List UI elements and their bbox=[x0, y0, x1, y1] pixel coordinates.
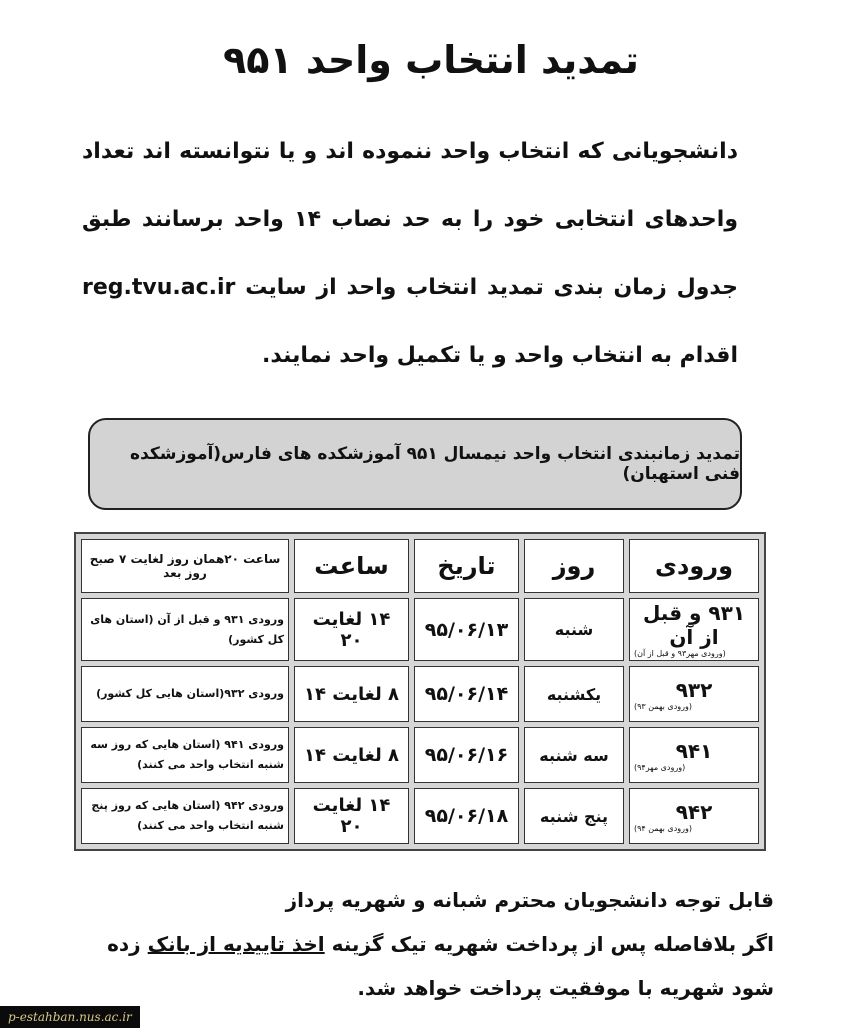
cell-description: ورودی ۹۴۲ (استان هایی که روز پنج شنبه انتخاب واحد می کنند) bbox=[81, 788, 289, 844]
cell-description: ورودی ۹۳۲(استان هایی کل کشور) bbox=[81, 666, 289, 722]
schedule-table bbox=[74, 532, 766, 851]
page-title: تمدید انتخاب واحد ۹۵۱ bbox=[223, 38, 639, 82]
cell-date: ۹۵/۰۶/۱۳ bbox=[414, 598, 519, 661]
notice-text-2: زده شود شهریه با موفقیت پرداخت خواهد شد. bbox=[107, 932, 774, 1000]
entry-note: (ورودی بهمن ۹۳) bbox=[634, 701, 692, 711]
header-day: روز bbox=[524, 539, 624, 593]
notice-heading: قابل توجه دانشجویان محترم شبانه و شهریه پرداز bbox=[285, 888, 774, 912]
payment-notice bbox=[58, 878, 774, 1010]
registration-site-link[interactable]: reg.tvu.ac.ir bbox=[82, 275, 236, 300]
cell-entry bbox=[629, 666, 759, 722]
cell-entry bbox=[629, 598, 759, 661]
cell-entry bbox=[629, 788, 759, 844]
header-hour: ساعت bbox=[294, 539, 409, 593]
header-entry: ورودی bbox=[629, 539, 759, 593]
cell-day: سه شنبه bbox=[524, 727, 624, 783]
cell-hour: ۱۴ لغایت ۲۰ bbox=[294, 788, 409, 844]
entry-code: ۹۳۲ bbox=[675, 677, 713, 702]
site-watermark: p-estahban.nus.ac.ir bbox=[0, 1006, 140, 1028]
cell-hour: ۸ لغایت ۱۴ bbox=[294, 727, 409, 783]
header-time-note: ساعت ۲۰همان روز لغایت ۷ صبح روز بعد bbox=[81, 539, 289, 593]
cell-hour: ۱۴ لغایت ۲۰ bbox=[294, 598, 409, 661]
intro-paragraph bbox=[82, 118, 738, 390]
cell-date: ۹۵/۰۶/۱۸ bbox=[414, 788, 519, 844]
schedule-banner: تمدید زمانبندی انتخاب واحد نیمسال ۹۵۱ آموزشکده های فارس(آموزشکده فنی استهبان) bbox=[88, 418, 742, 510]
entry-note: (ورودی بهمن ۹۴) bbox=[634, 823, 692, 833]
cell-day: شنبه bbox=[524, 598, 624, 661]
cell-day: پنج شنبه bbox=[524, 788, 624, 844]
table-row bbox=[81, 598, 759, 661]
table-header-row bbox=[81, 539, 759, 593]
cell-hour: ۸ لغایت ۱۴ bbox=[294, 666, 409, 722]
intro-text-1: دانشجویانی که انتخاب واحد ننموده اند و یا نتوانسته اند تعداد واحدهای انتخابی خود را به حد نصاب ۱۴ واحد برسانند طبق جدول زمان بندی تمدید انتخاب واحد از سایت bbox=[82, 139, 738, 300]
cell-description: ورودی ۹۳۱ و قبل از آن (استان های کل کشور) bbox=[81, 598, 289, 661]
entry-code: ۹۳۱ و قبل از آن bbox=[642, 601, 746, 649]
table-row bbox=[81, 727, 759, 783]
intro-text-2: اقدام به انتخاب واحد و یا تکمیل واحد نمایند. bbox=[262, 343, 738, 368]
header-date: تاریخ bbox=[414, 539, 519, 593]
notice-text-1: اگر بلافاصله پس از پرداخت شهریه تیک گزینه bbox=[331, 932, 774, 956]
notice-body bbox=[58, 922, 774, 1010]
table-row bbox=[81, 788, 759, 844]
entry-note: (ورودی مهر۹۳ و قبل از آن) bbox=[634, 649, 726, 658]
entry-note: (ورودی مهر۹۴) bbox=[634, 762, 686, 772]
cell-date: ۹۵/۰۶/۱۶ bbox=[414, 727, 519, 783]
cell-entry bbox=[629, 727, 759, 783]
table-row bbox=[81, 666, 759, 722]
cell-date: ۹۵/۰۶/۱۴ bbox=[414, 666, 519, 722]
entry-code: ۹۴۲ bbox=[675, 799, 713, 824]
cell-description: ورودی ۹۴۱ (استان هایی که روز سه شنبه انتخاب واحد می کنند) bbox=[81, 727, 289, 783]
bank-confirmation-option: اخذ تاییدیه از بانک bbox=[147, 932, 325, 956]
cell-day: یکشنبه bbox=[524, 666, 624, 722]
entry-code: ۹۴۱ bbox=[675, 738, 713, 763]
